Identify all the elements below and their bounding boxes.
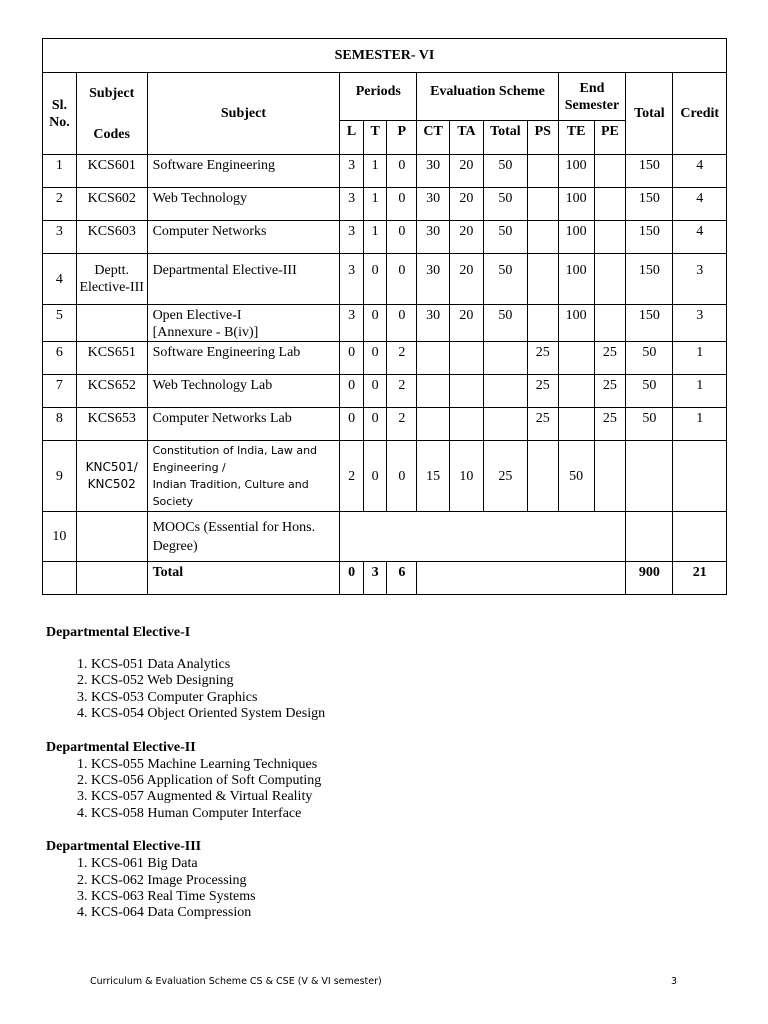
list-item: 3. KCS-063 Real Time Systems	[91, 889, 325, 905]
table-row	[43, 512, 727, 562]
cell-credit: 4	[673, 221, 727, 254]
cell-sl: 3	[43, 221, 77, 254]
cell-sl: 2	[43, 188, 77, 221]
header-ct: CT	[417, 121, 450, 155]
cell-ct: 15	[417, 441, 450, 512]
elective-heading: Departmental Elective-I	[46, 625, 191, 640]
cell-sl: 1	[43, 155, 77, 188]
cell-ct	[417, 408, 450, 441]
cell-eval-total: 50	[483, 188, 527, 221]
total-p: 6	[387, 562, 417, 595]
cell-ta: 20	[450, 155, 484, 188]
cell-ta: 20	[450, 221, 484, 254]
header-p: P	[387, 121, 417, 155]
cell-subject: Departmental Elective-III	[147, 254, 340, 305]
cell-subject: Computer Networks	[147, 221, 340, 254]
cell-l: 3	[340, 254, 364, 305]
cell-t: 0	[363, 408, 387, 441]
header-evaluation-scheme: Evaluation Scheme	[417, 73, 558, 121]
cell-empty-merged	[417, 562, 626, 595]
cell-l: 2	[340, 441, 364, 512]
total-total: 900	[626, 562, 673, 595]
cell-subject: Software Engineering Lab	[147, 342, 340, 375]
cell-total: 50	[626, 408, 673, 441]
cell-eval-total: 50	[483, 155, 527, 188]
table-row	[43, 305, 727, 342]
cell-pe: 25	[594, 342, 626, 375]
cell-subject-line: Society	[152, 495, 193, 508]
cell-ta: 20	[450, 254, 484, 305]
cell-t: 0	[363, 254, 387, 305]
table-row	[43, 221, 727, 254]
cell-l: 3	[340, 188, 364, 221]
semester-title: SEMESTER- VI	[43, 39, 727, 73]
elective-list	[46, 856, 325, 922]
cell-ta: 20	[450, 305, 484, 342]
cell-te: 100	[558, 221, 594, 254]
cell-l: 0	[340, 408, 364, 441]
cell-te: 100	[558, 155, 594, 188]
list-item: 1. KCS-055 Machine Learning Techniques	[91, 757, 325, 773]
cell-subject-line: [Annexure - B(iv)]	[152, 325, 259, 340]
cell-l: 3	[340, 221, 364, 254]
cell-t: 1	[363, 155, 387, 188]
cell-t: 1	[363, 221, 387, 254]
cell-total: 150	[626, 155, 673, 188]
cell-l: 3	[340, 155, 364, 188]
table-row	[43, 155, 727, 188]
cell-subject	[147, 512, 340, 562]
cell-l: 3	[340, 305, 364, 342]
cell-ta: 10	[450, 441, 484, 512]
cell-eval-total	[483, 375, 527, 408]
cell-total: 150	[626, 221, 673, 254]
header-subject-codes-line1: Subject	[89, 85, 135, 101]
cell-ta	[450, 375, 484, 408]
cell-te: 100	[558, 188, 594, 221]
header-credit: Credit	[673, 73, 727, 155]
cell-ct: 30	[417, 221, 450, 254]
list-item: 3. KCS-057 Augmented & Virtual Reality	[91, 789, 325, 805]
cell-eval-total: 25	[483, 441, 527, 512]
cell-sl: 6	[43, 342, 77, 375]
evaluation-scheme-table	[42, 38, 727, 595]
elective-lists	[46, 624, 325, 922]
cell-ct: 30	[417, 254, 450, 305]
cell-eval-total	[483, 408, 527, 441]
cell-code: KCS603	[76, 221, 147, 254]
cell-p: 2	[387, 342, 417, 375]
cell-subject-line: Indian Tradition, Culture and	[152, 478, 309, 491]
list-item: 2. KCS-052 Web Designing	[91, 673, 325, 689]
cell-subject-line: MOOCs (Essential for Hons.	[152, 519, 316, 535]
cell-ps	[527, 441, 558, 512]
cell-sl: 4	[43, 254, 77, 305]
cell-subject-line: Degree)	[152, 538, 198, 554]
cell-subject: Web Technology	[147, 188, 340, 221]
list-item: 4. KCS-058 Human Computer Interface	[91, 806, 325, 822]
header-periods: Periods	[340, 73, 417, 121]
cell-empty-merged	[340, 512, 626, 562]
header-t: T	[363, 121, 387, 155]
cell-code	[76, 441, 147, 512]
cell-total	[626, 512, 673, 562]
cell-total: 150	[626, 305, 673, 342]
cell-t: 0	[363, 441, 387, 512]
cell-subject-line: Engineering /	[152, 461, 226, 474]
table-row	[43, 254, 727, 305]
cell-ct	[417, 375, 450, 408]
total-l: 0	[340, 562, 364, 595]
cell-ps	[527, 305, 558, 342]
cell-ps	[527, 254, 558, 305]
cell-ta: 20	[450, 188, 484, 221]
list-item: 4. KCS-064 Data Compression	[91, 905, 325, 921]
cell-ct: 30	[417, 305, 450, 342]
cell-subject	[147, 305, 340, 342]
cell-ta	[450, 408, 484, 441]
cell-sl: 8	[43, 408, 77, 441]
total-label: Total	[147, 562, 340, 595]
cell-credit: 3	[673, 305, 727, 342]
cell-pe: 25	[594, 375, 626, 408]
header-ta: TA	[450, 121, 484, 155]
cell-credit: 4	[673, 188, 727, 221]
table-row	[43, 188, 727, 221]
cell-p: 0	[387, 155, 417, 188]
cell-ps	[527, 188, 558, 221]
cell-subject: Computer Networks Lab	[147, 408, 340, 441]
cell-ps: 25	[527, 408, 558, 441]
cell-credit: 1	[673, 375, 727, 408]
cell-subject: Web Technology Lab	[147, 375, 340, 408]
cell-subject-line: Open Elective-I	[152, 308, 242, 323]
list-item: 4. KCS-054 Object Oriented System Design	[91, 706, 325, 722]
cell-total	[626, 441, 673, 512]
list-item: 1. KCS-051 Data Analytics	[91, 657, 325, 673]
cell-eval-total: 50	[483, 221, 527, 254]
cell-code	[76, 512, 147, 562]
elective-list	[46, 757, 325, 823]
header-sl-no: Sl. No.	[43, 73, 77, 155]
list-item: 1. KCS-061 Big Data	[91, 856, 325, 872]
cell-code: KCS602	[76, 188, 147, 221]
cell-pe	[594, 254, 626, 305]
header-subject-codes-line2: Codes	[93, 126, 130, 142]
cell-code: KCS653	[76, 408, 147, 441]
cell-code	[76, 305, 147, 342]
cell-total: 150	[626, 254, 673, 305]
cell-ps	[527, 221, 558, 254]
list-item: 3. KCS-053 Computer Graphics	[91, 690, 325, 706]
header-subject: Subject	[147, 73, 340, 155]
cell-eval-total	[483, 342, 527, 375]
header-subject-codes	[76, 73, 147, 155]
total-credit: 21	[673, 562, 727, 595]
cell-code-line: KNC501/	[85, 460, 138, 474]
cell-p: 0	[387, 254, 417, 305]
header-te: TE	[558, 121, 594, 155]
cell-pe: 25	[594, 408, 626, 441]
cell-subject: Software Engineering	[147, 155, 340, 188]
cell-t: 0	[363, 342, 387, 375]
header-end-semester: End Semester	[558, 73, 626, 121]
list-item: 2. KCS-056 Application of Soft Computing	[91, 773, 325, 789]
cell-ps: 25	[527, 375, 558, 408]
cell-p: 0	[387, 188, 417, 221]
header-pe: PE	[594, 121, 626, 155]
table-row	[43, 375, 727, 408]
cell-ta	[450, 342, 484, 375]
cell-credit: 1	[673, 342, 727, 375]
elective-heading: Departmental Elective-III	[46, 839, 202, 855]
cell-credit: 4	[673, 155, 727, 188]
cell-code	[76, 562, 147, 595]
cell-sl: 10	[43, 512, 77, 562]
table-row	[43, 408, 727, 441]
page-number: 3	[671, 976, 678, 987]
cell-pe	[594, 155, 626, 188]
cell-te	[558, 375, 594, 408]
cell-t: 0	[363, 375, 387, 408]
cell-ct: 30	[417, 188, 450, 221]
cell-pe	[594, 305, 626, 342]
cell-ps	[527, 155, 558, 188]
cell-p: 0	[387, 441, 417, 512]
cell-ct: 30	[417, 155, 450, 188]
cell-sl	[43, 562, 77, 595]
cell-t: 1	[363, 188, 387, 221]
cell-total: 50	[626, 375, 673, 408]
header-l: L	[340, 121, 364, 155]
cell-te: 100	[558, 254, 594, 305]
cell-te: 100	[558, 305, 594, 342]
elective-list	[46, 657, 325, 723]
cell-ct	[417, 342, 450, 375]
cell-code: KCS652	[76, 375, 147, 408]
table-total-row	[43, 562, 727, 595]
cell-eval-total: 50	[483, 254, 527, 305]
header-total: Total	[626, 73, 673, 155]
table-row	[43, 441, 727, 512]
cell-total: 150	[626, 188, 673, 221]
list-item: 2. KCS-062 Image Processing	[91, 873, 325, 889]
cell-te	[558, 342, 594, 375]
cell-pe	[594, 221, 626, 254]
cell-p: 2	[387, 408, 417, 441]
header-eval-total: Total	[483, 121, 527, 155]
cell-te: 50	[558, 441, 594, 512]
cell-subject	[147, 441, 340, 512]
cell-pe	[594, 188, 626, 221]
cell-total: 50	[626, 342, 673, 375]
cell-credit	[673, 441, 727, 512]
cell-sl: 7	[43, 375, 77, 408]
cell-p: 2	[387, 375, 417, 408]
cell-credit: 1	[673, 408, 727, 441]
cell-code-line: KNC502	[87, 477, 136, 491]
cell-l: 0	[340, 375, 364, 408]
cell-credit: 3	[673, 254, 727, 305]
footer-text: Curriculum & Evaluation Scheme CS & CSE (V & VI semester)	[90, 976, 382, 987]
header-ps: PS	[527, 121, 558, 155]
cell-code: Deptt. Elective-III	[76, 254, 147, 305]
cell-sl: 9	[43, 441, 77, 512]
cell-sl: 5	[43, 305, 77, 342]
cell-p: 0	[387, 305, 417, 342]
elective-heading: Departmental Elective-II	[46, 739, 196, 755]
cell-p: 0	[387, 221, 417, 254]
cell-ps: 25	[527, 342, 558, 375]
cell-t: 0	[363, 305, 387, 342]
cell-code: KCS651	[76, 342, 147, 375]
cell-code: KCS601	[76, 155, 147, 188]
cell-pe	[594, 441, 626, 512]
total-t: 3	[363, 562, 387, 595]
cell-eval-total: 50	[483, 305, 527, 342]
cell-l: 0	[340, 342, 364, 375]
cell-te	[558, 408, 594, 441]
cell-credit	[673, 512, 727, 562]
cell-subject-line: Constitution of India, Law and	[152, 444, 318, 457]
table-row	[43, 342, 727, 375]
